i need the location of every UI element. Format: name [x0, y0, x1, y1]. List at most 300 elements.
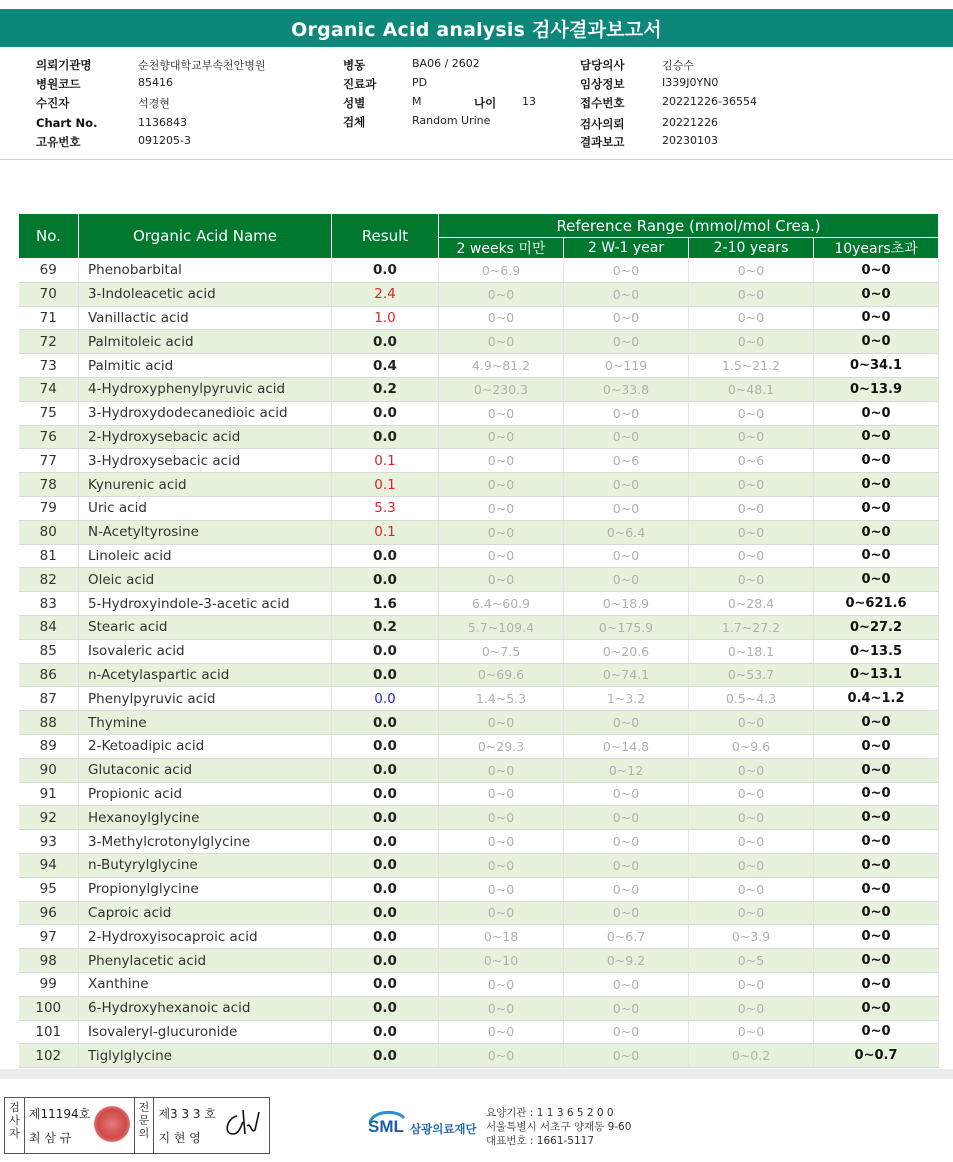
info-label: 결과보고	[580, 135, 625, 149]
ref-range-2w1y: 0~0	[564, 996, 689, 1020]
result-value: 5.3	[332, 496, 439, 520]
info-label: 진료과	[343, 77, 377, 91]
table-row	[19, 259, 939, 283]
table-row	[19, 901, 939, 925]
ref-range-10y-plus: 0~0	[814, 473, 939, 497]
ref-range-2w: 0~0	[439, 1020, 564, 1044]
ref-range-2w: 0~7.5	[439, 639, 564, 663]
table-row	[19, 806, 939, 830]
ref-range-2w: 0~0	[439, 901, 564, 925]
ref-range-2-10y: 0~0	[689, 853, 814, 877]
result-value: 0.1	[332, 473, 439, 497]
result-value: 0.0	[332, 425, 439, 449]
acid-name: Uric acid	[79, 496, 332, 520]
info-value: 석경현	[138, 97, 170, 110]
examiner-label: 검사자	[5, 1098, 25, 1153]
table-row	[19, 306, 939, 330]
row-no: 93	[19, 830, 79, 854]
info-value: 20221226-36554	[662, 95, 757, 108]
ref-range-2w1y: 0~0	[564, 496, 689, 520]
ref-range-2-10y: 0.5~4.3	[689, 687, 814, 711]
ref-range-2-10y: 0~0	[689, 996, 814, 1020]
result-value: 0.0	[332, 901, 439, 925]
info-value: 20221226	[662, 116, 718, 129]
table-row	[19, 449, 939, 473]
ref-range-2w1y: 0~9.2	[564, 949, 689, 973]
col-header-ref-1: 2 weeks 미만	[439, 238, 564, 259]
ref-range-2w: 0~6.9	[439, 259, 564, 283]
ref-range-2-10y: 0~5	[689, 949, 814, 973]
ref-range-10y-plus: 0~0	[814, 925, 939, 949]
result-value: 0.0	[332, 687, 439, 711]
specialist-license: 제3 3 3 호	[158, 1107, 216, 1121]
table-row	[19, 925, 939, 949]
table-row	[19, 282, 939, 306]
row-no: 95	[19, 877, 79, 901]
result-value: 0.0	[332, 330, 439, 354]
result-value: 0.0	[332, 782, 439, 806]
ref-range-2w: 1.4~5.3	[439, 687, 564, 711]
ref-range-2w1y: 0~74.1	[564, 663, 689, 687]
ref-range-10y-plus: 0~0	[814, 282, 939, 306]
ref-range-2-10y: 0~0	[689, 544, 814, 568]
ref-range-2-10y: 0~0	[689, 259, 814, 283]
result-value: 0.0	[332, 259, 439, 283]
ref-range-10y-plus: 0~34.1	[814, 354, 939, 378]
ref-range-2-10y: 0~0	[689, 306, 814, 330]
ref-range-10y-plus: 0~0	[814, 949, 939, 973]
ref-range-10y-plus: 0~0	[814, 758, 939, 782]
acid-name: n-Acetylaspartic acid	[79, 663, 332, 687]
ref-range-2w: 0~0	[439, 520, 564, 544]
ref-range-2w: 6.4~60.9	[439, 592, 564, 616]
ref-range-2w1y: 0~0	[564, 473, 689, 497]
table-row	[19, 996, 939, 1020]
acid-name: Phenylpyruvic acid	[79, 687, 332, 711]
row-no: 86	[19, 663, 79, 687]
ref-range-2-10y: 0~0	[689, 877, 814, 901]
result-value: 0.0	[332, 949, 439, 973]
ref-range-2w: 0~0	[439, 830, 564, 854]
ref-range-2w: 0~0	[439, 282, 564, 306]
ref-range-10y-plus: 0~27.2	[814, 615, 939, 639]
ref-range-2-10y: 0~9.6	[689, 734, 814, 758]
address-line: 요양기관 : 1 1 3 6 5 2 0 0	[486, 1107, 614, 1119]
ref-range-2w1y: 0~33.8	[564, 377, 689, 401]
ref-range-2w: 0~0	[439, 306, 564, 330]
info-divider	[0, 159, 953, 160]
ref-range-2-10y: 0~0	[689, 520, 814, 544]
ref-range-2-10y: 0~0	[689, 1020, 814, 1044]
result-value: 1.0	[332, 306, 439, 330]
specialist-cell	[154, 1098, 269, 1153]
result-value: 0.0	[332, 972, 439, 996]
row-no: 82	[19, 568, 79, 592]
result-value: 0.0	[332, 1020, 439, 1044]
acid-name: Isovaleryl-glucuronide	[79, 1020, 332, 1044]
col-header-no: No.	[19, 214, 79, 259]
result-value: 0.0	[332, 925, 439, 949]
org-name: 삼광의료재단	[410, 1122, 477, 1136]
ref-range-2w1y: 0~0	[564, 1044, 689, 1068]
info-label: 담당의사	[580, 58, 625, 72]
ref-range-2-10y: 1.7~27.2	[689, 615, 814, 639]
acid-name: N-Acetyltyrosine	[79, 520, 332, 544]
ref-range-10y-plus: 0~0	[814, 996, 939, 1020]
acid-name: 3-Hydroxysebacic acid	[79, 449, 332, 473]
acid-name: Phenobarbital	[79, 259, 332, 283]
ref-range-2w: 0~0	[439, 972, 564, 996]
row-no: 79	[19, 496, 79, 520]
ref-range-10y-plus: 0~0	[814, 711, 939, 735]
acid-name: Phenylacetic acid	[79, 949, 332, 973]
result-value: 0.0	[332, 711, 439, 735]
acid-name: Caproic acid	[79, 901, 332, 925]
row-no: 99	[19, 972, 79, 996]
ref-range-2w: 0~0	[439, 449, 564, 473]
info-value: 김승수	[662, 59, 694, 72]
ref-range-2w: 0~0	[439, 568, 564, 592]
acid-name: Isovaleric acid	[79, 639, 332, 663]
ref-range-2w1y: 0~0	[564, 544, 689, 568]
acid-name: Palmitic acid	[79, 354, 332, 378]
ref-range-2-10y: 0~3.9	[689, 925, 814, 949]
table-row	[19, 1044, 939, 1068]
ref-range-10y-plus: 0~13.5	[814, 639, 939, 663]
ref-range-2w: 0~0	[439, 806, 564, 830]
ref-range-2w: 0~0	[439, 544, 564, 568]
ref-range-2-10y: 0~6	[689, 449, 814, 473]
ref-range-2w1y: 0~0	[564, 830, 689, 854]
result-value: 0.1	[332, 520, 439, 544]
examiner-name: 최 삼 규	[28, 1131, 72, 1145]
row-no: 100	[19, 996, 79, 1020]
row-no: 91	[19, 782, 79, 806]
ref-range-2-10y: 0~0	[689, 282, 814, 306]
ref-range-10y-plus: 0~0	[814, 544, 939, 568]
ref-range-10y-plus: 0~0	[814, 496, 939, 520]
ref-range-2w: 0~0	[439, 853, 564, 877]
ref-range-2w: 0~0	[439, 1044, 564, 1068]
info-value: 85416	[138, 76, 173, 89]
result-value: 0.0	[332, 734, 439, 758]
result-value: 0.2	[332, 377, 439, 401]
ref-range-2w1y: 0~0	[564, 806, 689, 830]
result-value: 0.0	[332, 1044, 439, 1068]
ref-range-2w1y: 0~0	[564, 425, 689, 449]
acid-name: 3-Methylcrotonylglycine	[79, 830, 332, 854]
ref-range-2w: 0~69.6	[439, 663, 564, 687]
ref-range-2w: 0~10	[439, 949, 564, 973]
row-no: 84	[19, 615, 79, 639]
row-no: 78	[19, 473, 79, 497]
col-header-reference: Reference Range (mmol/mol Crea.)	[439, 214, 939, 238]
row-no: 98	[19, 949, 79, 973]
ref-range-10y-plus: 0~0	[814, 734, 939, 758]
row-no: 74	[19, 377, 79, 401]
table-row	[19, 496, 939, 520]
ref-range-2-10y: 0~0	[689, 496, 814, 520]
acid-name: Propionylglycine	[79, 877, 332, 901]
patient-info	[0, 54, 953, 160]
table-row	[19, 473, 939, 497]
col-header-ref-4: 10years초과	[814, 238, 939, 259]
result-value: 0.0	[332, 758, 439, 782]
acid-name: Vanillactic acid	[79, 306, 332, 330]
table-row	[19, 568, 939, 592]
col-header-ref-3: 2-10 years	[689, 238, 814, 259]
table-row	[19, 877, 939, 901]
info-value: 091205-3	[138, 134, 191, 147]
ref-range-2-10y: 0~0	[689, 806, 814, 830]
row-no: 87	[19, 687, 79, 711]
info-value: 13	[522, 95, 536, 108]
info-value: BA06 / 2602	[412, 57, 480, 70]
table-row	[19, 592, 939, 616]
table-row	[19, 425, 939, 449]
address-line: 대표번호 : 1661-5117	[486, 1135, 595, 1147]
ref-range-2w1y: 0~6.4	[564, 520, 689, 544]
row-no: 85	[19, 639, 79, 663]
ref-range-2w1y: 0~18.9	[564, 592, 689, 616]
result-value: 0.0	[332, 877, 439, 901]
ref-range-2w1y: 0~0	[564, 877, 689, 901]
ref-range-10y-plus: 0~0	[814, 1020, 939, 1044]
ref-range-2-10y: 0~0	[689, 401, 814, 425]
ref-range-2w1y: 0~0	[564, 259, 689, 283]
ref-range-10y-plus: 0~0	[814, 806, 939, 830]
info-label: 성별	[343, 96, 366, 110]
logo-text: SML	[368, 1117, 404, 1136]
acid-name: Kynurenic acid	[79, 473, 332, 497]
ref-range-2w: 5.7~109.4	[439, 615, 564, 639]
row-no: 96	[19, 901, 79, 925]
ref-range-10y-plus: 0~0	[814, 520, 939, 544]
table-row	[19, 663, 939, 687]
info-label: 검체	[343, 115, 366, 129]
table-row	[19, 520, 939, 544]
ref-range-2-10y: 0~53.7	[689, 663, 814, 687]
acid-name: 3-Hydroxydodecanedioic acid	[79, 401, 332, 425]
table-row	[19, 687, 939, 711]
row-no: 92	[19, 806, 79, 830]
table-row	[19, 330, 939, 354]
ref-range-2w1y: 1~3.2	[564, 687, 689, 711]
ref-range-2w: 0~0	[439, 996, 564, 1020]
ref-range-2w: 0~0	[439, 711, 564, 735]
ref-range-2-10y: 0~0.2	[689, 1044, 814, 1068]
table-row	[19, 949, 939, 973]
table-row	[19, 377, 939, 401]
info-value: 20230103	[662, 134, 718, 147]
row-no: 80	[19, 520, 79, 544]
table-row	[19, 615, 939, 639]
result-value: 0.0	[332, 639, 439, 663]
ref-range-2-10y: 0~0	[689, 711, 814, 735]
ref-range-2-10y: 0~0	[689, 758, 814, 782]
acid-name: Linoleic acid	[79, 544, 332, 568]
ref-range-10y-plus: 0~0.7	[814, 1044, 939, 1068]
ref-range-2w1y: 0~0	[564, 711, 689, 735]
info-label: Chart No.	[36, 116, 98, 130]
table-row	[19, 1020, 939, 1044]
report-title: Organic Acid analysis 검사결과보고서	[0, 9, 953, 47]
ref-range-2w1y: 0~0	[564, 972, 689, 996]
result-value: 0.0	[332, 544, 439, 568]
result-value: 0.2	[332, 615, 439, 639]
ref-range-10y-plus: 0~0	[814, 830, 939, 854]
ref-range-2w: 0~0	[439, 330, 564, 354]
info-value: 1136843	[138, 116, 187, 129]
ref-range-10y-plus: 0~621.6	[814, 592, 939, 616]
row-no: 90	[19, 758, 79, 782]
results-table	[18, 213, 939, 1068]
ref-range-10y-plus: 0~0	[814, 425, 939, 449]
ref-range-2w1y: 0~175.9	[564, 615, 689, 639]
examiner-cell	[25, 1098, 135, 1153]
ref-range-2w: 0~18	[439, 925, 564, 949]
table-row	[19, 853, 939, 877]
ref-range-2w1y: 0~0	[564, 568, 689, 592]
row-no: 83	[19, 592, 79, 616]
table-row	[19, 401, 939, 425]
results-area	[0, 175, 953, 1079]
row-no: 102	[19, 1044, 79, 1068]
acid-name: Thymine	[79, 711, 332, 735]
result-value: 0.0	[332, 830, 439, 854]
acid-name: Glutaconic acid	[79, 758, 332, 782]
acid-name: Stearic acid	[79, 615, 332, 639]
ref-range-10y-plus: 0~0	[814, 901, 939, 925]
ref-range-2w1y: 0~0	[564, 853, 689, 877]
ref-range-10y-plus: 0~0	[814, 782, 939, 806]
ref-range-2w1y: 0~6.7	[564, 925, 689, 949]
result-value: 0.0	[332, 401, 439, 425]
ref-range-2w1y: 0~20.6	[564, 639, 689, 663]
info-value: 순천향대학교부속천안병원	[138, 59, 266, 72]
seal-icon	[94, 1106, 130, 1142]
ref-range-2w: 0~0	[439, 473, 564, 497]
ref-range-2-10y: 0~18.1	[689, 639, 814, 663]
acid-name: 2-Hydroxysebacic acid	[79, 425, 332, 449]
acid-name: 5-Hydroxyindole-3-acetic acid	[79, 592, 332, 616]
row-no: 97	[19, 925, 79, 949]
row-no: 101	[19, 1020, 79, 1044]
ref-range-2w1y: 0~6	[564, 449, 689, 473]
ref-range-2-10y: 0~0	[689, 425, 814, 449]
row-no: 71	[19, 306, 79, 330]
footer	[0, 1089, 953, 1162]
ref-range-2w1y: 0~14.8	[564, 734, 689, 758]
col-header-name: Organic Acid Name	[79, 214, 332, 259]
ref-range-2w: 0~0	[439, 877, 564, 901]
result-value: 0.0	[332, 663, 439, 687]
info-label: 고유번호	[36, 135, 81, 149]
ref-range-2w: 0~29.3	[439, 734, 564, 758]
address-line: 서울특별시 서초구 양재동 9-60	[486, 1121, 632, 1133]
ref-range-10y-plus: 0~0	[814, 259, 939, 283]
info-value: Random Urine	[412, 114, 491, 127]
ref-range-2-10y: 0~0	[689, 830, 814, 854]
ref-range-10y-plus: 0~0	[814, 449, 939, 473]
info-label: 의뢰기관명	[36, 58, 92, 72]
ref-range-2w1y: 0~0	[564, 330, 689, 354]
info-label: 임상정보	[580, 77, 625, 91]
row-no: 94	[19, 853, 79, 877]
info-label: 검사의뢰	[580, 117, 625, 131]
ref-range-10y-plus: 0~0	[814, 401, 939, 425]
ref-range-2-10y: 0~0	[689, 901, 814, 925]
info-value: PD	[412, 76, 428, 89]
ref-range-2-10y: 0~0	[689, 330, 814, 354]
row-no: 73	[19, 354, 79, 378]
info-label: 수진자	[36, 96, 70, 110]
result-value: 1.6	[332, 592, 439, 616]
table-row	[19, 758, 939, 782]
ref-range-2w: 0~0	[439, 758, 564, 782]
ref-range-2w1y: 0~12	[564, 758, 689, 782]
signature-icon	[219, 1104, 263, 1144]
ref-range-2-10y: 0~0	[689, 473, 814, 497]
acid-name: Propionic acid	[79, 782, 332, 806]
acid-name: Palmitoleic acid	[79, 330, 332, 354]
ref-range-2-10y: 0~0	[689, 972, 814, 996]
ref-range-10y-plus: 0~13.1	[814, 663, 939, 687]
ref-range-10y-plus: 0~13.9	[814, 377, 939, 401]
info-label: 나이	[474, 96, 497, 110]
specialist-label: 전문의	[135, 1098, 155, 1153]
acid-name: Hexanoylglycine	[79, 806, 332, 830]
ref-range-2-10y: 0~48.1	[689, 377, 814, 401]
result-value: 0.0	[332, 853, 439, 877]
ref-range-2w1y: 0~0	[564, 401, 689, 425]
ref-range-2w1y: 0~0	[564, 282, 689, 306]
ref-range-10y-plus: 0.4~1.2	[814, 687, 939, 711]
result-value: 2.4	[332, 282, 439, 306]
table-row	[19, 544, 939, 568]
table-row	[19, 639, 939, 663]
ref-range-2-10y: 0~0	[689, 782, 814, 806]
result-value: 0.1	[332, 449, 439, 473]
org-address	[486, 1106, 631, 1148]
info-label: 병동	[343, 58, 366, 72]
row-no: 88	[19, 711, 79, 735]
table-row	[19, 972, 939, 996]
signature-box	[4, 1097, 270, 1154]
table-row	[19, 711, 939, 735]
ref-range-2w: 0~0	[439, 782, 564, 806]
ref-range-2w1y: 0~0	[564, 901, 689, 925]
ref-range-2w: 0~0	[439, 401, 564, 425]
info-value: I339J0YN0	[662, 76, 719, 89]
ref-range-2-10y: 1.5~21.2	[689, 354, 814, 378]
row-no: 76	[19, 425, 79, 449]
ref-range-2w1y: 0~0	[564, 782, 689, 806]
acid-name: Tiglylglycine	[79, 1044, 332, 1068]
row-no: 70	[19, 282, 79, 306]
ref-range-2w: 0~0	[439, 425, 564, 449]
info-label: 접수번호	[580, 96, 625, 110]
acid-name: n-Butyrylglycine	[79, 853, 332, 877]
acid-name: 6-Hydroxyhexanoic acid	[79, 996, 332, 1020]
examiner-license: 제11194호	[28, 1107, 91, 1121]
table-row	[19, 354, 939, 378]
ref-range-2w: 4.9~81.2	[439, 354, 564, 378]
ref-range-2-10y: 0~28.4	[689, 592, 814, 616]
ref-range-10y-plus: 0~0	[814, 330, 939, 354]
acid-name: 4-Hydroxyphenylpyruvic acid	[79, 377, 332, 401]
info-label: 병원코드	[36, 77, 81, 91]
